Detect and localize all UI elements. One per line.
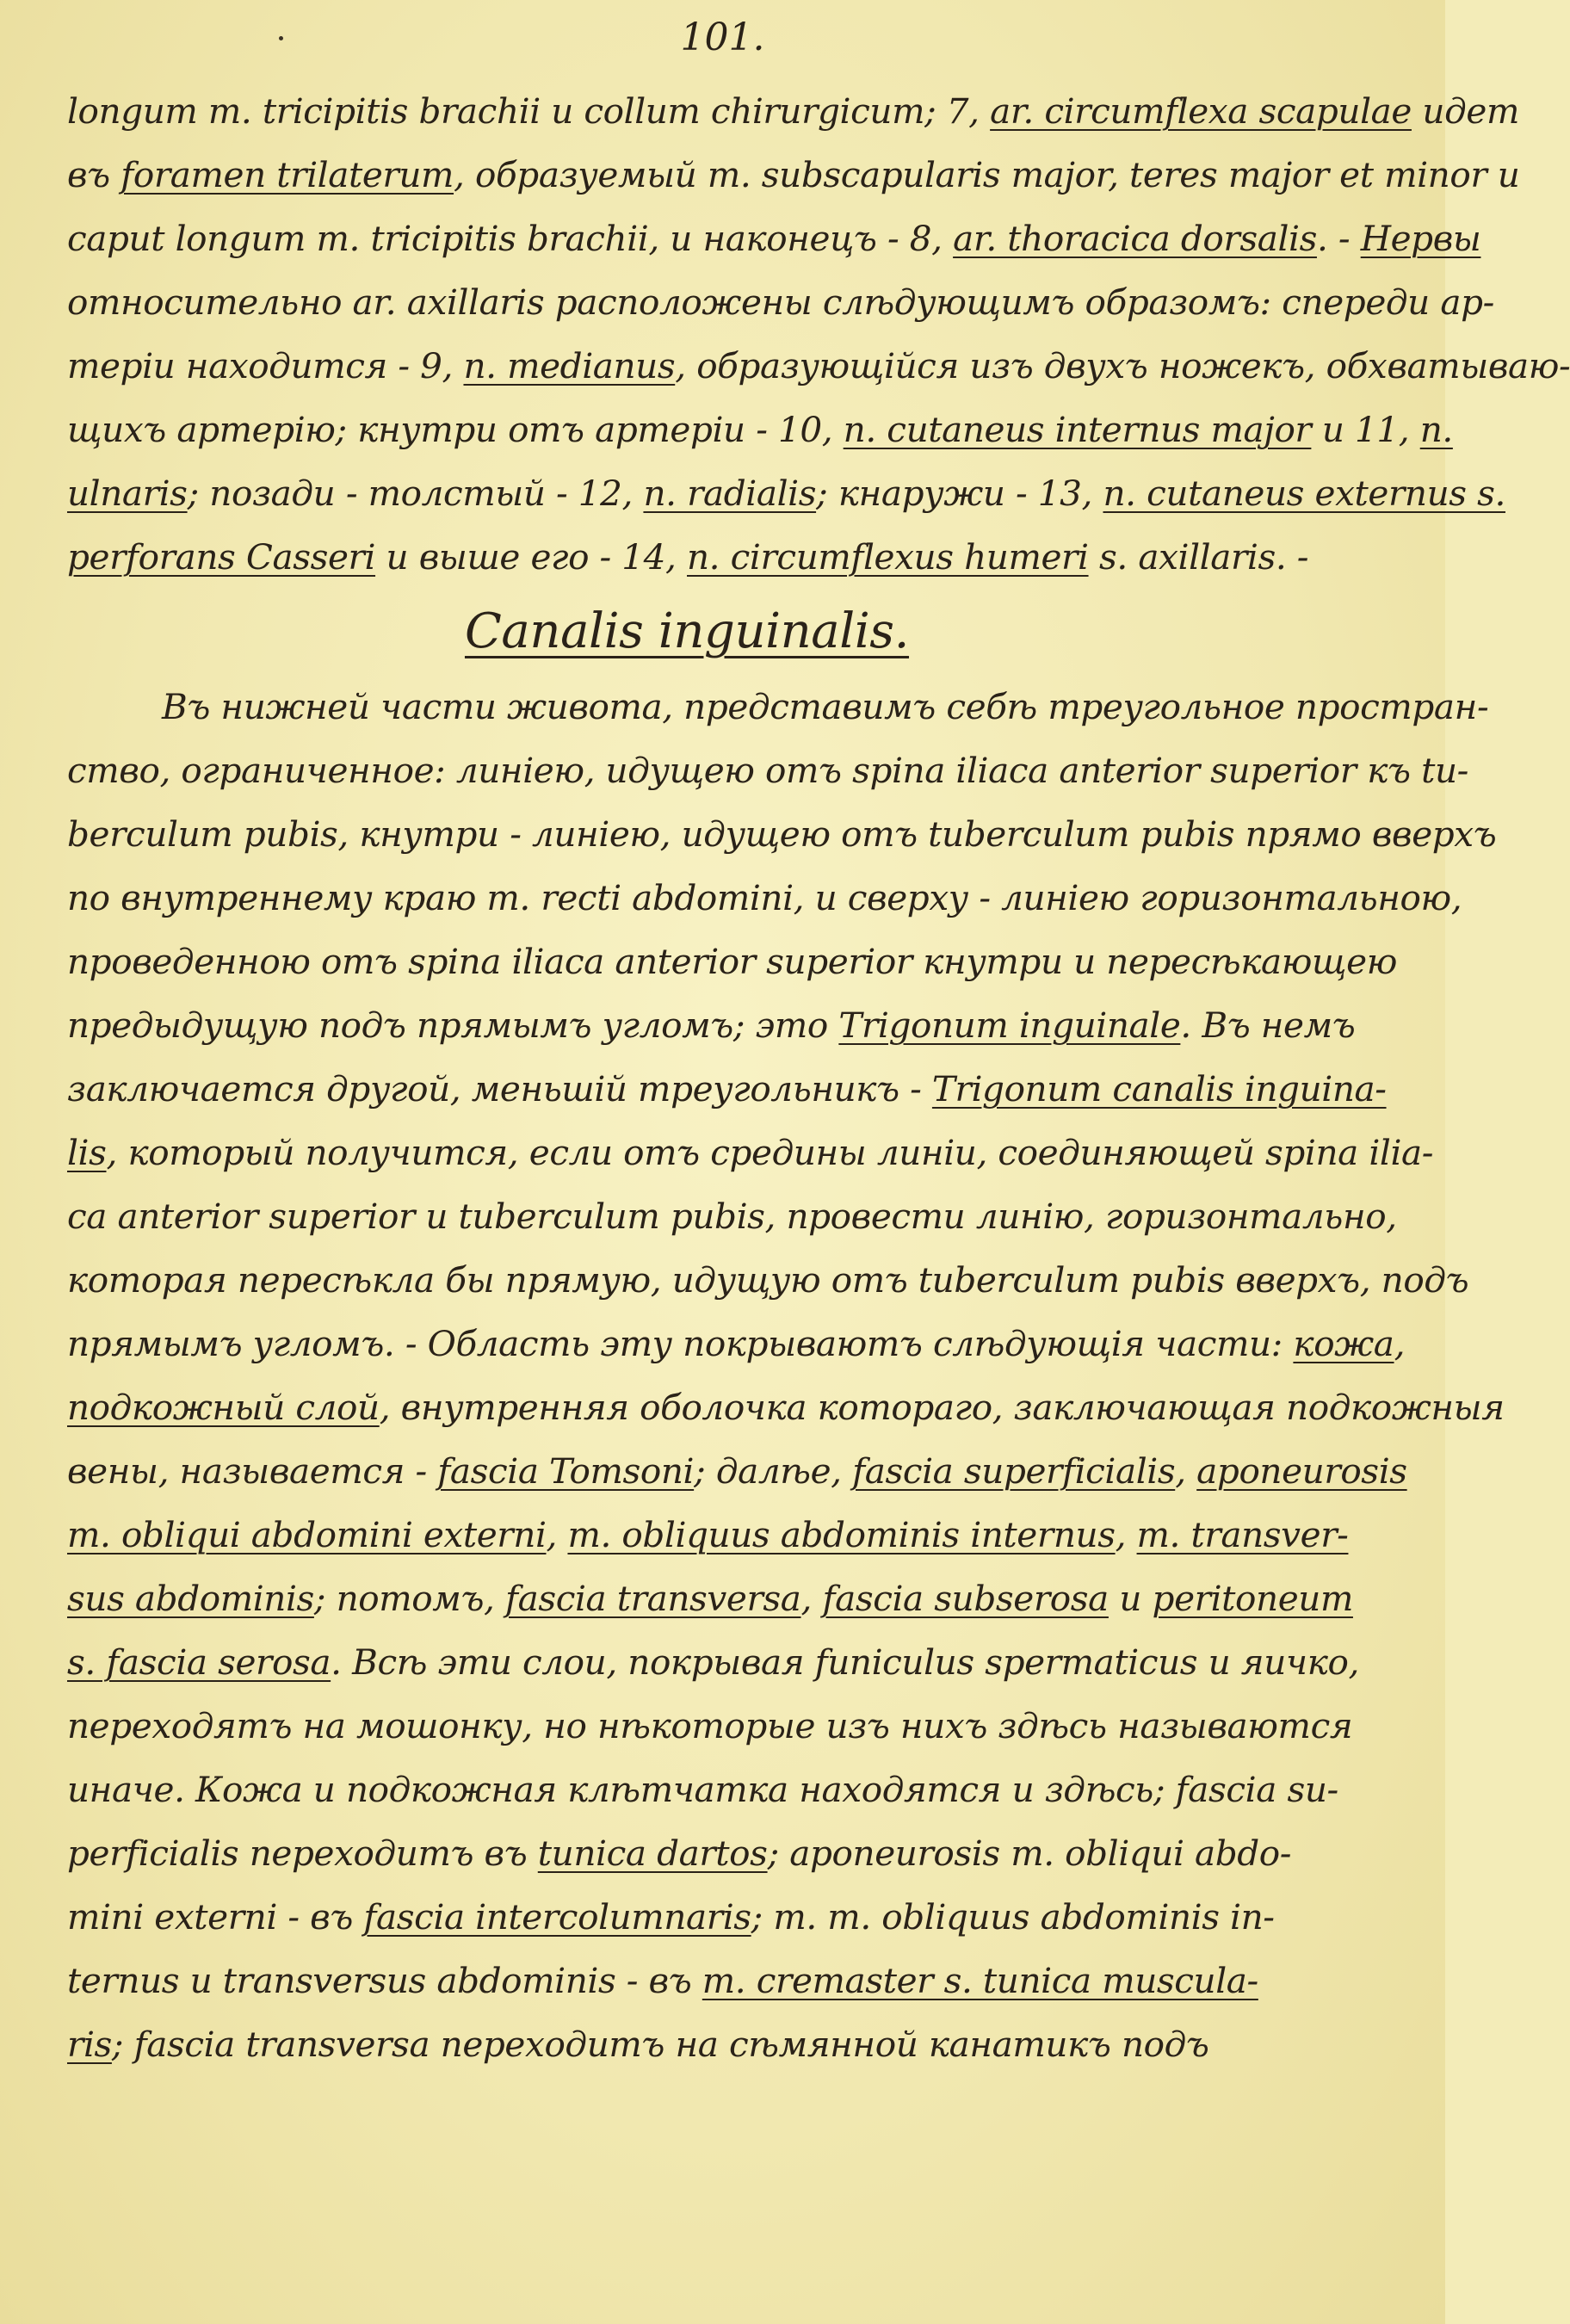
text-line [67, 1758, 1338, 1821]
text-segment: ство, ограниченное: линіею, идущею отъ spina iliaca anterior superior къ tu- [67, 750, 1468, 791]
text-segment: вены, называется - [67, 1450, 438, 1492]
underlined-term: fascia transversa [504, 1578, 801, 1619]
underlined-term: ris [67, 2024, 112, 2065]
text-segment: , образуемый m. subscapularis major, teres major et minor и [454, 154, 1520, 195]
text-line [67, 1057, 1387, 1121]
text-line [67, 398, 1453, 461]
text-line [67, 1694, 1353, 1758]
text-segment: , [800, 1578, 823, 1619]
text-segment: s. axillaris. - [1088, 536, 1309, 578]
underlined-term: n. circumflexus humeri [687, 536, 1089, 578]
text-segment: caput longum m. tricipitis brachii, и наконецъ - 8, [67, 218, 954, 259]
text-segment: ca anterior superior и tuberculum pubis, провести линію, горизонтально, [67, 1196, 1397, 1237]
paragraph-block [67, 675, 1505, 2076]
text-segment: mini externi - въ [67, 1896, 364, 1938]
underlined-term: foramen trilaterum [121, 154, 454, 195]
text-line [67, 1949, 1307, 2012]
text-line [67, 866, 1462, 930]
underlined-term: fascia subserosa [822, 1578, 1109, 1619]
text-line [67, 739, 1468, 802]
text-segment: прямымъ угломъ. - Область эту покрываютъ слѣдующія части: [67, 1323, 1294, 1364]
text-line [67, 1567, 1353, 1630]
underlined-term: s. fascia serosa [67, 1641, 331, 1683]
underlined-term: perforans Casseri [67, 536, 376, 578]
underlined-term: aponeurosis [1196, 1450, 1407, 1492]
underlined-term: ulnaris [67, 473, 188, 514]
underlined-term: m. cremaster s. tunica muscula- [702, 1960, 1258, 2001]
text-segment: perficialis переходитъ въ [67, 1833, 538, 1874]
text-line [67, 207, 1481, 270]
text-line [67, 2012, 1307, 2076]
text-segment: , [546, 1514, 568, 1555]
text-segment: , внутренняя оболочка котораго, заключающая подкожныя [379, 1387, 1505, 1428]
text-line [67, 1375, 1505, 1439]
text-segment: теріи находится - 9, [67, 345, 464, 386]
text-segment: ; fascia transversa переходитъ на сѣмянной канатикъ подъ [111, 2024, 1209, 2065]
text-line [67, 1821, 1307, 1885]
text-line [67, 1630, 1359, 1694]
text-line [67, 334, 1570, 398]
text-segment: , [1175, 1450, 1197, 1492]
underlined-term: sus abdominis [67, 1578, 314, 1619]
text-line [67, 1439, 1407, 1503]
text-line [67, 143, 1520, 207]
underlined-term: fascia Tomsoni [437, 1450, 695, 1492]
underlined-term: n. medianus [463, 345, 676, 386]
text-segment: Въ нижней части живота, представимъ себѣ треугольное простран- [162, 686, 1489, 727]
underlined-term: Нервы [1360, 218, 1481, 259]
text-line [67, 1121, 1434, 1184]
heading-text: Canalis inguinalis. [464, 603, 910, 659]
text-segment: . Въ немъ [1180, 1004, 1356, 1046]
text-segment: . - [1316, 218, 1361, 259]
text-segment: переходятъ на мошонку, но нѣкоторые изъ нихъ здѣсь называются [67, 1705, 1353, 1746]
text-segment: и выше его - 14, [375, 536, 687, 578]
underlined-term: ar. thoracica dorsalis [953, 218, 1317, 259]
text-segment: ; кнаружи - 13, [816, 473, 1103, 514]
underlined-term: n. cutaneus internus major [843, 409, 1312, 450]
text-segment: идет [1411, 90, 1519, 132]
text-line [67, 270, 1494, 334]
text-line [67, 1248, 1469, 1312]
underlined-term: tunica dartos [537, 1833, 768, 1874]
text-segment: ; далѣе, [694, 1450, 853, 1492]
text-segment: ; потомъ, [313, 1578, 505, 1619]
text-line [67, 675, 1489, 739]
text-line [67, 1885, 1307, 1949]
text-segment: проведенною отъ spina iliaca anterior superior кнутри и пересѣкающею [67, 941, 1397, 982]
text-line [67, 461, 1505, 525]
underlined-term: fascia superficialis [852, 1450, 1176, 1492]
text-segment: относительно ar. axillaris расположены слѣдующимъ образомъ: спереди ар- [67, 281, 1494, 323]
text-line [67, 1184, 1397, 1248]
text-line [67, 525, 1307, 589]
text-segment: и [1108, 1578, 1153, 1619]
text-segment: въ [67, 154, 121, 195]
text-line [67, 802, 1497, 866]
underlined-term: Trigonum canalis inguina- [931, 1068, 1387, 1109]
text-segment: ternus и transversus abdominis - въ [67, 1960, 702, 2001]
underlined-term: ar. circumflexa scapulae [990, 90, 1412, 132]
text-segment: заключается другой, меньшій треугольникъ - [67, 1068, 932, 1109]
text-line [67, 930, 1397, 993]
text-segment: , который получится, если отъ средины линіи, соединяющей spina ilia- [106, 1132, 1434, 1173]
text-segment: , [1115, 1514, 1137, 1555]
section-heading [67, 589, 1307, 675]
underlined-term: Trigonum inguinale [838, 1004, 1181, 1046]
text-segment: ; aponeurosis m. obliqui abdo- [767, 1833, 1292, 1874]
underlined-term: m. obliqui abdomini externi [67, 1514, 547, 1555]
text-segment: иначе. Кожа и подкожная клѣтчатка находятся и здѣсь; fascia su- [67, 1769, 1338, 1810]
text-segment: , образующійся изъ двухъ ножекъ, обхватываю- [675, 345, 1570, 386]
underlined-term: m. transver- [1136, 1514, 1349, 1555]
page-number: 101. [680, 15, 765, 59]
text-segment: , [1394, 1323, 1406, 1364]
text-segment: и 11, [1311, 409, 1420, 450]
upper-text-block [67, 79, 1570, 589]
text-segment: щихъ артерію; кнутри отъ артеріи - 10, [67, 409, 844, 450]
underlined-term: подкожный слой [67, 1387, 380, 1428]
underlined-term: peritoneum [1152, 1578, 1353, 1619]
text-segment: по внутреннему краю m. recti abdomini, и сверху - линіею горизонтальною, [67, 877, 1462, 918]
text-line [67, 993, 1356, 1057]
text-segment: . Всѣ эти слои, покрывая funiculus spermaticus и яичко, [331, 1641, 1359, 1683]
text-segment: longum m. tricipitis brachii и collum chirurgicum; 7, [67, 90, 991, 132]
text-segment: ; m. m. obliquus abdominis in- [751, 1896, 1275, 1938]
underlined-term: n. [1419, 409, 1453, 450]
text-segment: ; позади - толстый - 12, [187, 473, 644, 514]
text-body [67, 79, 1570, 2076]
text-segment: которая пересѣкла бы прямую, идущую отъ tuberculum pubis вверхъ, подъ [67, 1259, 1469, 1301]
underlined-term: fascia intercolumnaris [363, 1896, 751, 1938]
underlined-term: n. radialis [643, 473, 817, 514]
text-segment: предыдущую подъ прямымъ угломъ; это [67, 1004, 839, 1046]
underlined-term: кожа [1293, 1323, 1394, 1364]
underlined-term: lis [67, 1132, 107, 1173]
text-line [67, 1503, 1349, 1567]
text-segment: berculum pubis, кнутри - линіею, идущею отъ tuberculum pubis прямо вверхъ [67, 813, 1497, 855]
underlined-term: m. obliquus abdominis internus [567, 1514, 1116, 1555]
text-line [67, 79, 1519, 143]
text-line [67, 1312, 1406, 1375]
underlined-term: n. cutaneus externus s. [1103, 473, 1505, 514]
